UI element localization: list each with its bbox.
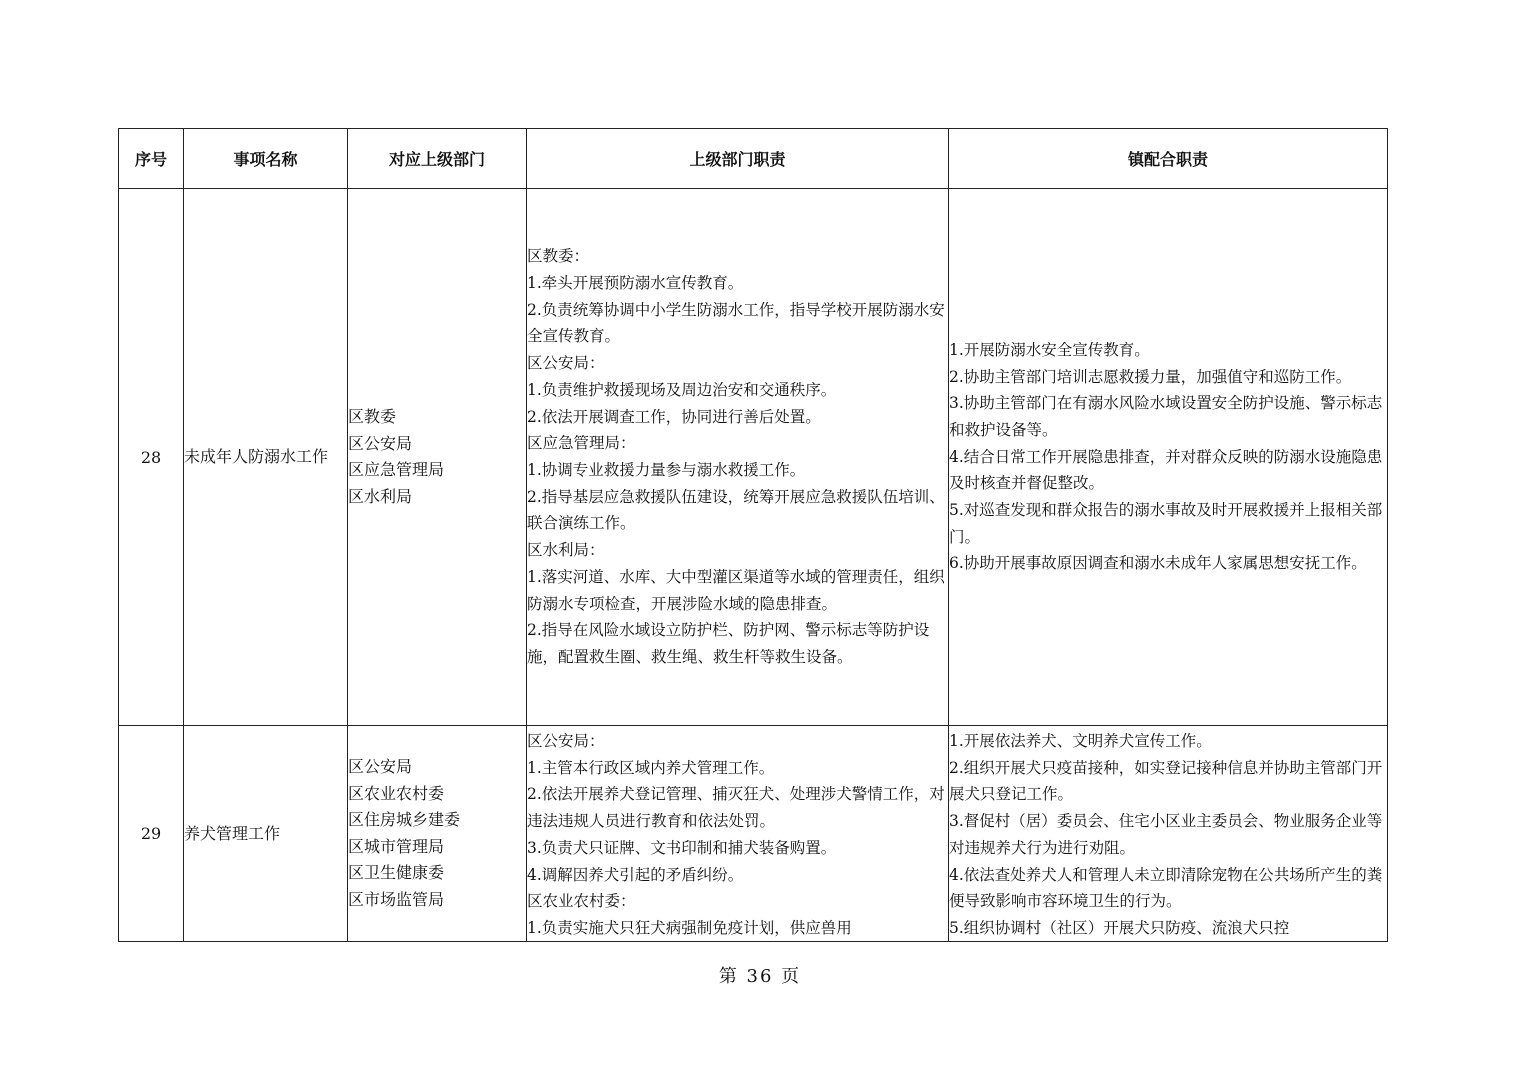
row-depts bbox=[348, 189, 527, 726]
dept-line: 区住房城乡建委 bbox=[348, 810, 461, 829]
header-superior-duties: 上级部门职责 bbox=[527, 129, 949, 189]
duty-line: 2.依法开展调查工作，协同进行善后处置。 bbox=[527, 407, 821, 426]
row-index: 28 bbox=[119, 189, 184, 726]
header-index: 序号 bbox=[119, 129, 184, 189]
row-superior-duties bbox=[527, 189, 949, 726]
dept-line: 区教委 bbox=[348, 407, 397, 426]
town-duty-line: 4.依法查处养犬人和管理人未立即清除宠物在公共场所产生的粪便导致影响市容环境卫生的行为。 bbox=[949, 865, 1383, 911]
dept-line: 区市场监管局 bbox=[348, 889, 445, 909]
header-town-duties: 镇配合职责 bbox=[949, 129, 1388, 189]
duty-line: 4.调解因养犬引起的矛盾纠纷。 bbox=[527, 865, 744, 884]
page-number: 第 36 页 bbox=[718, 966, 802, 987]
town-duty-line: 2.协助主管部门培训志愿救援力量，加强值守和巡防工作。 bbox=[949, 367, 1352, 386]
header-superior-dept: 对应上级部门 bbox=[348, 129, 527, 189]
dept-line: 区公安局 bbox=[348, 433, 413, 453]
table-row bbox=[119, 189, 1388, 726]
duty-line: 1.协调专业救援力量参与溺水救援工作。 bbox=[527, 461, 806, 479]
duty-line: 1.主管本行政区域内养犬管理工作。 bbox=[527, 758, 775, 777]
duty-line: 2.指导在风险水域设立防护栏、防护网、警示标志等防护设施，配置救生圈、救生绳、救生杆等救生设备。 bbox=[527, 621, 930, 666]
row-town-duties bbox=[949, 726, 1388, 942]
dept-line: 区公安局 bbox=[348, 757, 413, 776]
row-item-name: 养犬管理工作 bbox=[184, 726, 348, 942]
row-town-duties bbox=[949, 189, 1388, 726]
table-row bbox=[119, 726, 1388, 942]
dept-line: 区应急管理局 bbox=[348, 460, 445, 479]
town-duty-line: 5.对巡查发现和群众报告的溺水事故及时开展救援并上报相关部门。 bbox=[949, 501, 1383, 546]
duty-line: 1.负责维护救援现场及周边治安和交通秩序。 bbox=[527, 380, 837, 399]
duty-line: 区农业农村委： bbox=[527, 892, 636, 911]
dept-line: 区农业农村委 bbox=[348, 783, 445, 803]
duty-line: 1.负责实施犬只狂犬病强制免疫计划，供应兽用 bbox=[527, 918, 852, 937]
duty-line: 3.负责犬只证牌、文书印制和捕犬装备购置。 bbox=[527, 838, 837, 857]
duty-line: 区公安局： bbox=[527, 354, 605, 373]
duty-line: 区公安局： bbox=[527, 732, 605, 750]
duty-line: 1.牵头开展预防溺水宣传教育。 bbox=[527, 274, 744, 293]
duty-line: 区应急管理局： bbox=[527, 434, 636, 453]
town-duty-line: 4.结合日常工作开展隐患排查，并对群众反映的防溺水设施隐患及时核查并督促整改。 bbox=[949, 447, 1383, 493]
town-duty-line: 1.开展防溺水安全宣传教育。 bbox=[949, 340, 1150, 359]
duty-line: 2.指导基层应急救援队伍建设，统筹开展应急救援队伍培训、联合演练工作。 bbox=[527, 487, 945, 533]
duty-table bbox=[118, 128, 1388, 942]
dept-line: 区水利局 bbox=[348, 486, 413, 506]
town-duty-line: 2.组织开展犬只疫苗接种，如实登记接种信息并协助主管部门开展犬只登记工作。 bbox=[949, 758, 1383, 804]
dept-line: 区卫生健康委 bbox=[348, 863, 445, 882]
duty-line: 区水利局： bbox=[527, 541, 605, 560]
table-header-row bbox=[119, 129, 1388, 189]
row-superior-duties bbox=[527, 726, 949, 942]
duty-line: 2.负责统筹协调中小学生防溺水工作，指导学校开展防溺水安全宣传教育。 bbox=[527, 300, 945, 346]
row-depts bbox=[348, 726, 527, 942]
town-duty-line: 1.开展依法养犬、文明养犬宣传工作。 bbox=[949, 732, 1212, 750]
town-duty-line: 3.协助主管部门在有溺水风险水域设置安全防护设施、警示标志和救护设备等。 bbox=[949, 394, 1383, 439]
town-duty-line: 5.组织协调村（社区）开展犬只防疫、流浪犬只控 bbox=[949, 918, 1290, 937]
duty-line: 1.落实河道、水库、大中型灌区渠道等水域的管理责任，组织防溺水专项检查，开展涉险水域的隐患排查。 bbox=[527, 567, 945, 613]
town-duty-line: 6.协助开展事故原因调查和溺水未成年人家属思想安抚工作。 bbox=[949, 554, 1367, 573]
header-item-name: 事项名称 bbox=[184, 129, 348, 189]
duty-line: 区教委： bbox=[527, 247, 590, 266]
row-index: 29 bbox=[119, 726, 184, 942]
dept-line: 区城市管理局 bbox=[348, 836, 445, 856]
duty-line: 2.依法开展养犬登记管理、捕灭狂犬、处理涉犬警情工作，对违法违规人员进行教育和依法处罚。 bbox=[527, 785, 945, 831]
town-duty-line: 3.督促村（居）委员会、住宅小区业主委员会、物业服务企业等对违规养犬行为进行劝阻。 bbox=[949, 812, 1383, 857]
row-item-name: 未成年人防溺水工作 bbox=[184, 189, 348, 726]
